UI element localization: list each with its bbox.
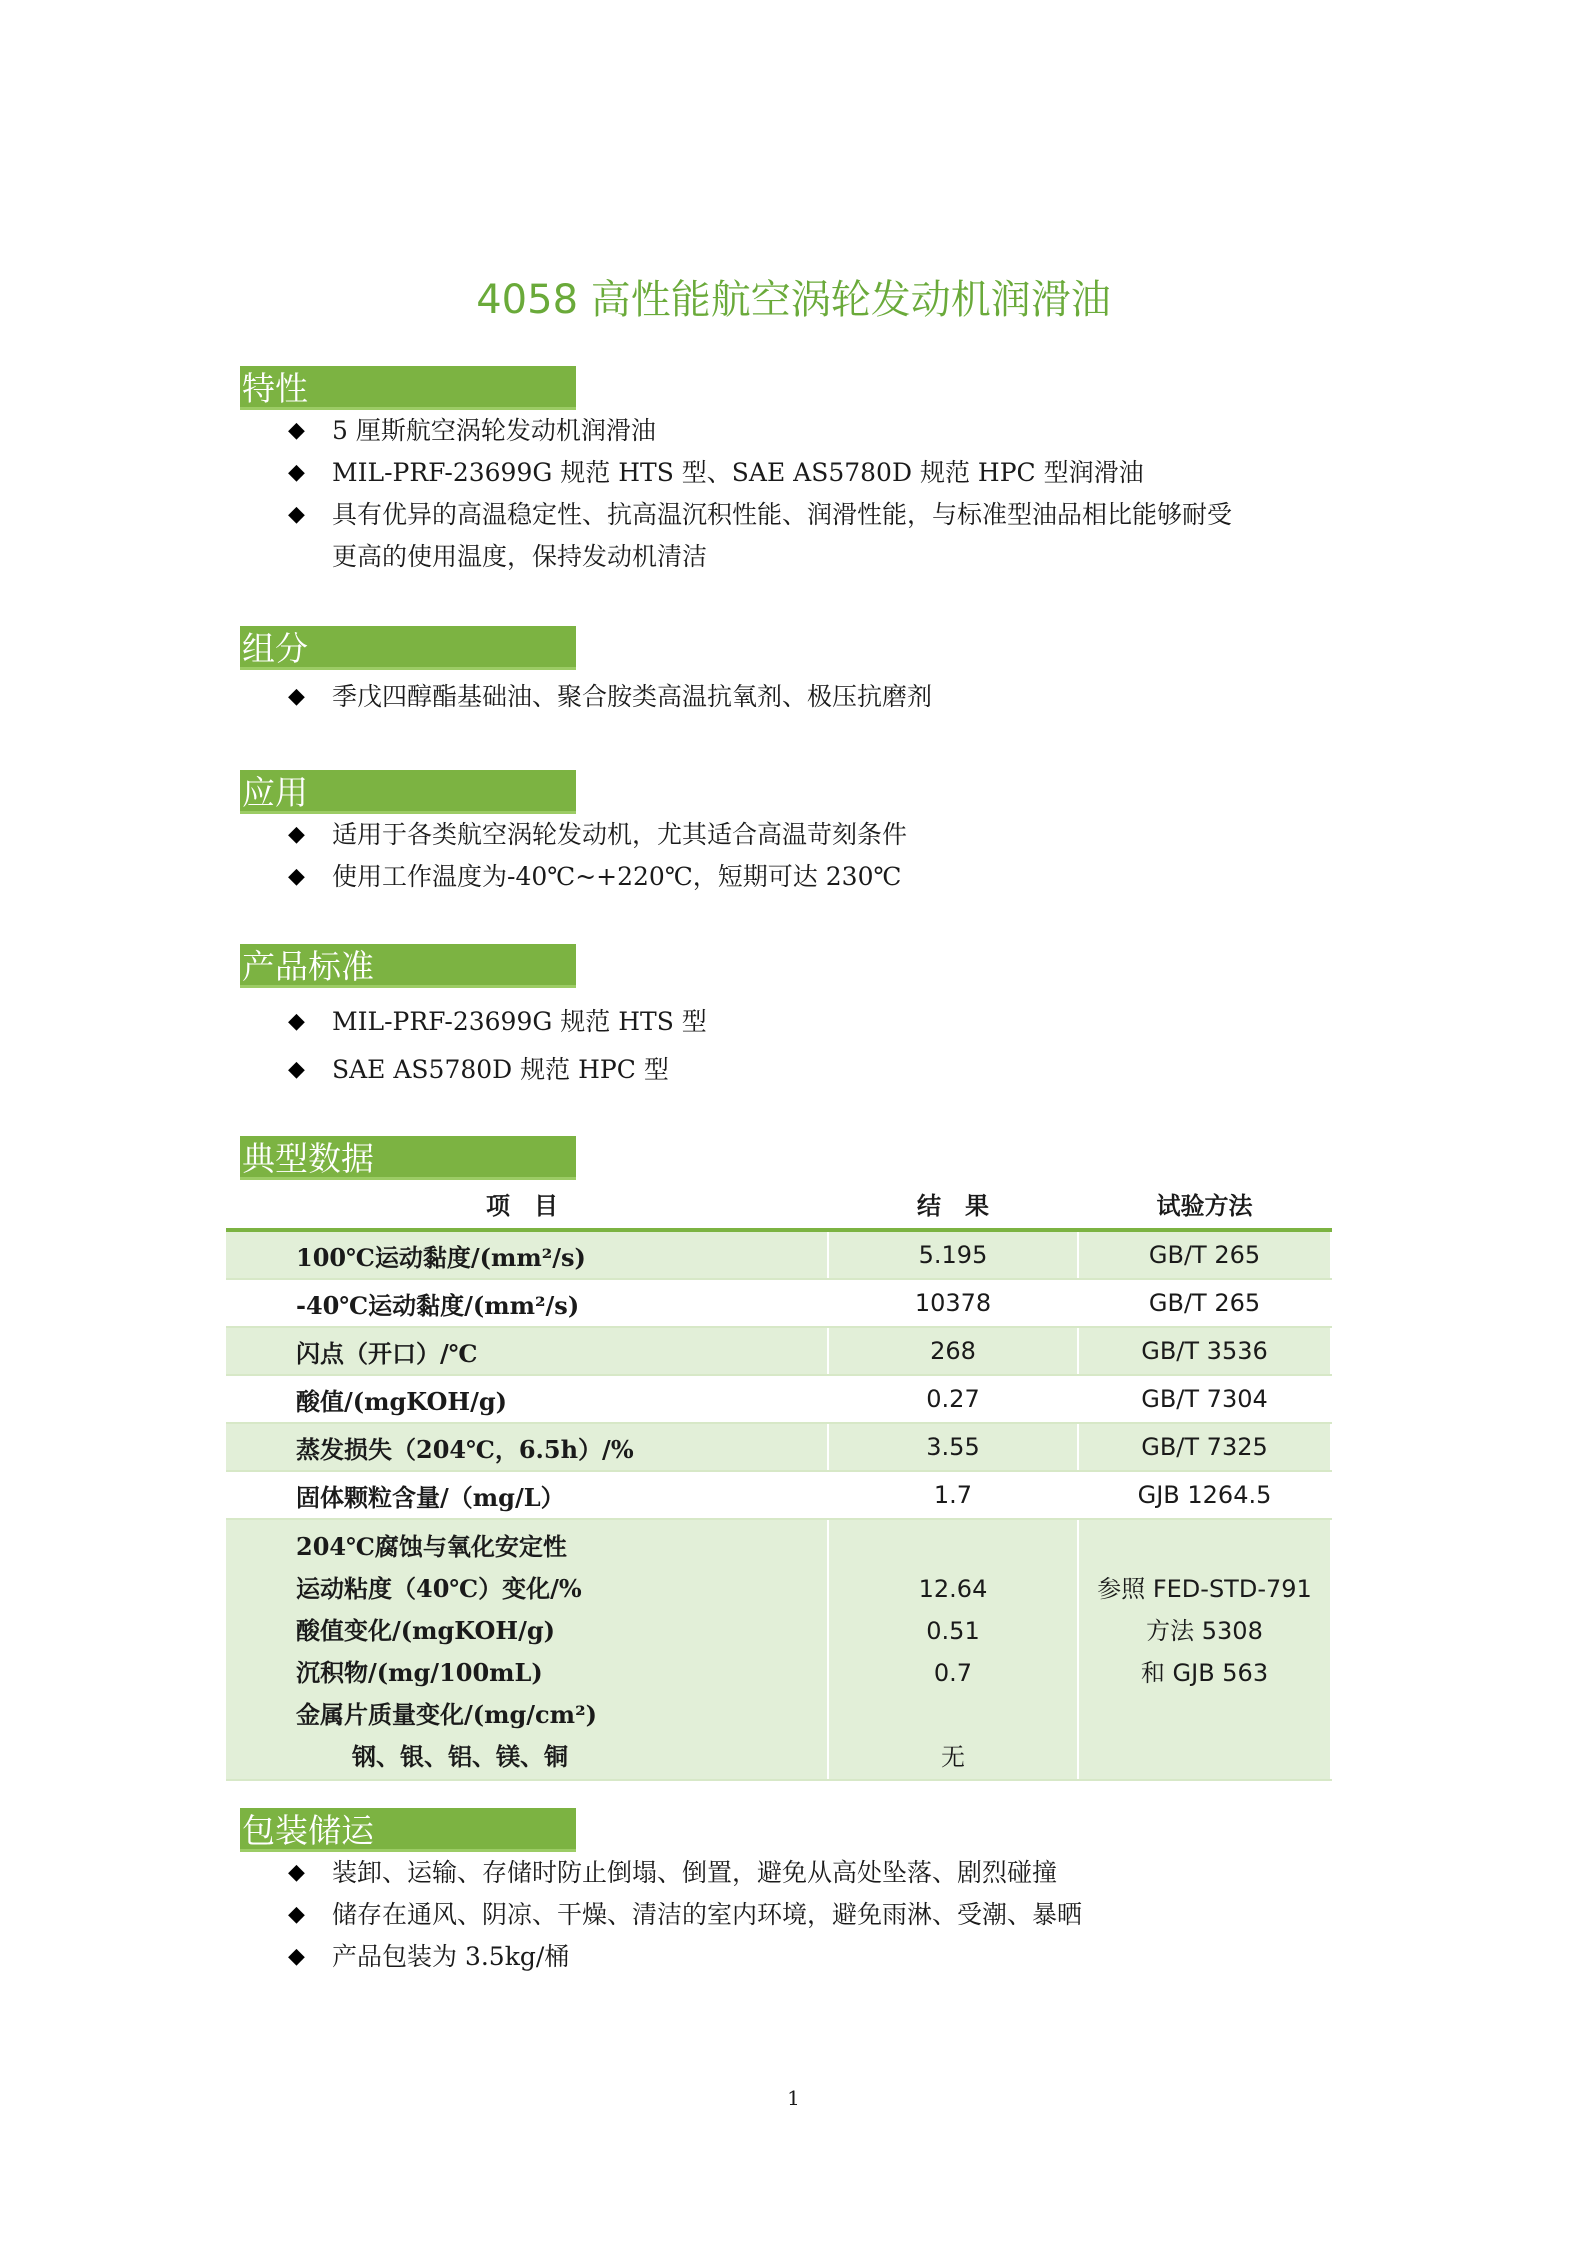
diamond-bullet-icon: ◆ — [288, 1009, 305, 1034]
list-item: ◆ 适用于各类航空涡轮发动机，尤其适合高温苛刻条件 — [240, 814, 1332, 856]
corrosion-line: 204℃腐蚀与氧化安定性 — [296, 1532, 567, 1561]
list-item-continuation: 更高的使用温度，保持发动机清洁 — [332, 542, 708, 571]
cell-result-corrosion — [828, 1519, 1078, 1780]
table-row — [226, 1471, 1331, 1519]
cell-item: 酸值/(mgKOH/g) — [226, 1375, 828, 1423]
diamond-bullet-icon: ◆ — [288, 502, 305, 527]
section-typical-data — [240, 1136, 576, 1180]
cell-item: 蒸发损失（204℃，6.5h）/% — [226, 1423, 828, 1471]
page-number: 1 — [787, 2086, 800, 2110]
table-header-row — [226, 1178, 1331, 1230]
table-row — [226, 1230, 1331, 1279]
diamond-bullet-icon: ◆ — [288, 1057, 305, 1082]
table-row — [226, 1279, 1331, 1327]
list-item: ◆ 装卸、运输、存储时防止倒塌、倒置，避免从高处坠落、剧烈碰撞 — [240, 1852, 1332, 1894]
cell-method: GB/T 265 — [1078, 1279, 1331, 1327]
corrosion-result: 12.64 — [918, 1575, 988, 1603]
cell-result: 10378 — [828, 1279, 1078, 1327]
cell-method: GB/T 3536 — [1078, 1327, 1331, 1375]
list-item: ◆ MIL-PRF-23699G 规范 HTS 型 — [240, 998, 1332, 1046]
cell-method: GB/T 265 — [1078, 1230, 1331, 1279]
list-item: ◆ 产品包装为 3.5kg/桶 — [240, 1936, 1332, 1978]
cell-item: -40℃运动黏度/(mm²/s) — [226, 1279, 828, 1327]
list-item: ◆ SAE AS5780D 规范 HPC 型 — [240, 1046, 1332, 1094]
table-row — [226, 1327, 1331, 1375]
cell-result: 5.195 — [828, 1230, 1078, 1279]
header-result: 结 果 — [828, 1178, 1078, 1230]
list-item: ◆ 5 厘斯航空涡轮发动机润滑油 — [240, 410, 1332, 452]
packaging-list — [240, 1852, 1332, 1978]
diamond-bullet-icon: ◆ — [288, 864, 305, 889]
section-heading-composition: 组分 — [240, 626, 576, 670]
section-standards — [240, 944, 1332, 1094]
table-row — [226, 1423, 1331, 1471]
document-title: 4058 高性能航空涡轮发动机润滑油 — [476, 277, 1111, 323]
section-features — [240, 366, 1332, 578]
corrosion-line: 沉积物/(mg/100mL) — [296, 1658, 543, 1687]
section-heading-standards: 产品标准 — [240, 944, 576, 988]
cell-result: 0.27 — [828, 1375, 1078, 1423]
corrosion-result: 无 — [941, 1743, 965, 1771]
section-application — [240, 770, 1332, 898]
cell-result: 268 — [828, 1327, 1078, 1375]
list-item: ◆ 季戊四醇酯基础油、聚合胺类高温抗氧剂、极压抗磨剂 — [240, 676, 1332, 718]
cell-item-corrosion — [226, 1519, 828, 1780]
list-item: ◆ 储存在通风、阴凉、干燥、清洁的室内环境，避免雨淋、受潮、暴晒 — [240, 1894, 1332, 1936]
cell-method: GJB 1264.5 — [1078, 1471, 1331, 1519]
typical-data-table — [226, 1178, 1332, 1781]
table-row — [226, 1375, 1331, 1423]
cell-item: 100℃运动黏度/(mm²/s) — [226, 1230, 828, 1279]
diamond-bullet-icon: ◆ — [288, 460, 305, 485]
standards-list — [240, 998, 1332, 1094]
diamond-bullet-icon: ◆ — [288, 1944, 305, 1969]
table-row-corrosion — [226, 1519, 1331, 1780]
cell-method-corrosion — [1078, 1519, 1331, 1780]
list-item: ◆ MIL-PRF-23699G 规范 HTS 型、SAE AS5780D 规范 HPC 型润滑油 — [240, 452, 1332, 494]
corrosion-method: 方法 5308 — [1146, 1617, 1263, 1645]
list-item: ◆ 使用工作温度为-40℃~+220℃，短期可达 230℃ — [240, 856, 1332, 898]
corrosion-method: 和 GJB 563 — [1140, 1659, 1269, 1687]
cell-item: 固体颗粒含量/（mg/L） — [226, 1471, 828, 1519]
corrosion-line: 运动粘度（40℃）变化/% — [296, 1574, 582, 1603]
cell-result: 3.55 — [828, 1423, 1078, 1471]
diamond-bullet-icon: ◆ — [288, 418, 305, 443]
cell-method: GB/T 7325 — [1078, 1423, 1331, 1471]
corrosion-result: 0.51 — [926, 1617, 980, 1645]
cell-item: 闪点（开口）/℃ — [226, 1327, 828, 1375]
diamond-bullet-icon: ◆ — [288, 684, 305, 709]
header-item: 项 目 — [226, 1178, 828, 1230]
features-list — [240, 410, 1332, 578]
corrosion-line: 酸值变化/(mgKOH/g) — [296, 1616, 555, 1645]
corrosion-line: 金属片质量变化/(mg/cm²) — [296, 1700, 597, 1729]
header-method: 试验方法 — [1078, 1178, 1331, 1230]
diamond-bullet-icon: ◆ — [288, 1902, 305, 1927]
section-heading-typical-data: 典型数据 — [240, 1136, 576, 1180]
corrosion-method: 参照 FED-STD-791 — [1097, 1575, 1312, 1603]
composition-list — [240, 676, 1332, 718]
corrosion-line: 钢、银、铝、镁、铜 — [352, 1742, 568, 1771]
section-heading-packaging: 包装储运 — [240, 1808, 576, 1852]
section-packaging — [240, 1808, 1332, 1978]
cell-method: GB/T 7304 — [1078, 1375, 1331, 1423]
cell-result: 1.7 — [828, 1471, 1078, 1519]
application-list — [240, 814, 1332, 898]
corrosion-result: 0.7 — [933, 1659, 973, 1687]
section-heading-application: 应用 — [240, 770, 576, 814]
list-item: ◆ 具有优异的高温稳定性、抗高温沉积性能、润滑性能，与标准型油品相比能够耐受 — [240, 494, 1332, 536]
section-composition — [240, 626, 1332, 718]
diamond-bullet-icon: ◆ — [288, 822, 305, 847]
section-heading-features: 特性 — [240, 366, 576, 410]
diamond-bullet-icon: ◆ — [288, 1860, 305, 1885]
